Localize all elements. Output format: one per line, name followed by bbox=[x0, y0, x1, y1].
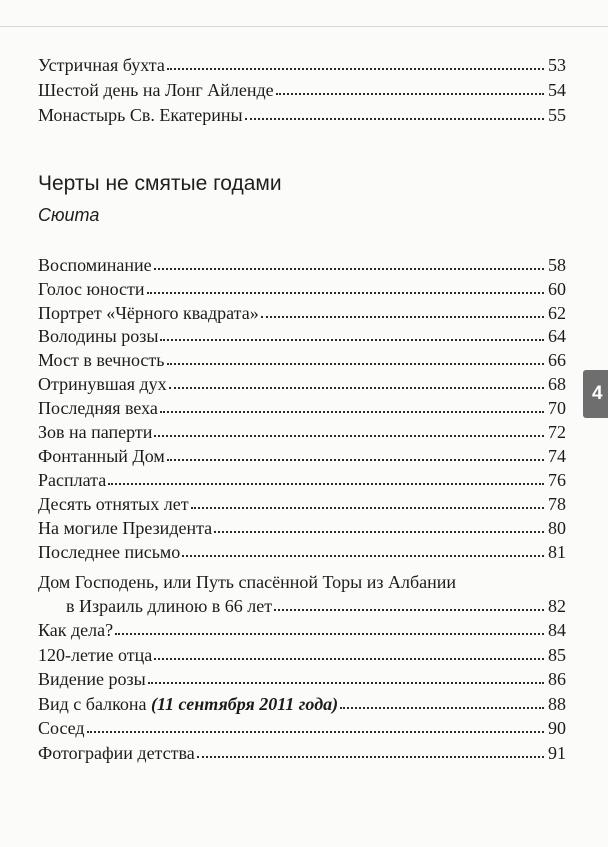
toc-entry[interactable] bbox=[38, 667, 566, 691]
toc-entry[interactable] bbox=[38, 716, 566, 740]
toc-entry-page: 62 bbox=[548, 303, 566, 323]
toc-entry-page: 81 bbox=[548, 542, 566, 562]
toc-entry-title: Фонтанный Дом bbox=[38, 446, 165, 466]
toc-entry-page: 80 bbox=[548, 518, 566, 538]
toc-entry-page: 88 bbox=[548, 694, 566, 714]
toc-entry-title: Видение розы bbox=[38, 669, 146, 689]
dot-leader bbox=[340, 705, 544, 709]
dot-leader bbox=[167, 457, 544, 461]
dot-leader bbox=[167, 361, 545, 365]
toc-entry-title: Последнее письмо bbox=[38, 542, 181, 562]
toc-entry-title: Расплата bbox=[38, 470, 107, 490]
toc-entry[interactable] bbox=[38, 53, 566, 77]
toc-entry[interactable] bbox=[38, 516, 566, 540]
toc-entry-page: 53 bbox=[548, 55, 566, 75]
toc-entry-title: Последняя веха bbox=[38, 398, 158, 418]
toc-entry-title: Дом Господень, или Путь спасённой Торы из Албании bbox=[38, 572, 457, 592]
toc-entry-page: 85 bbox=[548, 645, 566, 665]
dot-leader bbox=[274, 607, 544, 611]
toc-entry-title-line1[interactable] bbox=[38, 570, 566, 594]
toc-entry-title-date: (11 сентября 2011 года) bbox=[151, 694, 339, 714]
toc-entry[interactable] bbox=[38, 372, 566, 396]
toc-entry[interactable] bbox=[38, 103, 566, 127]
dot-leader bbox=[87, 729, 544, 733]
toc-entry-title-main: Вид с балкона bbox=[38, 694, 147, 714]
toc-entry-title: Фотографии детства bbox=[38, 743, 195, 763]
dot-leader bbox=[261, 314, 544, 318]
toc-entry[interactable] bbox=[66, 594, 566, 618]
toc-entry-title-continued: в Израиль длиною в 66 лет bbox=[66, 596, 273, 616]
toc-entry[interactable] bbox=[38, 253, 566, 277]
dot-leader bbox=[245, 116, 544, 120]
chapter-tab: 4 bbox=[583, 370, 608, 418]
toc-entry[interactable] bbox=[38, 396, 566, 420]
dot-leader bbox=[115, 631, 544, 635]
dot-leader bbox=[147, 290, 544, 294]
toc-entry-page: 68 bbox=[548, 374, 566, 394]
toc-entry-page: 66 bbox=[548, 350, 566, 370]
toc-entry[interactable] bbox=[38, 444, 566, 468]
toc-entry-page: 64 bbox=[548, 326, 566, 346]
toc-entry[interactable] bbox=[38, 78, 566, 102]
section-title: Черты не смятые годами bbox=[38, 172, 282, 195]
dot-leader bbox=[148, 680, 544, 684]
dot-leader bbox=[160, 409, 544, 413]
toc-entry[interactable] bbox=[38, 420, 566, 444]
toc-entry[interactable] bbox=[38, 741, 566, 765]
toc-entry[interactable] bbox=[38, 468, 566, 492]
toc-entry-page: 82 bbox=[548, 596, 566, 616]
toc-entry-title: Воспоминание bbox=[38, 255, 152, 275]
toc-entry-page: 76 bbox=[548, 470, 566, 490]
dot-leader bbox=[108, 481, 544, 485]
toc-entry-page: 60 bbox=[548, 279, 566, 299]
toc-entry-title: Мост в вечность bbox=[38, 350, 165, 370]
toc-entry-title: Десять отнятых лет bbox=[38, 494, 189, 514]
toc-entry[interactable] bbox=[38, 324, 566, 348]
toc-entry[interactable] bbox=[38, 301, 566, 325]
toc-entry[interactable] bbox=[38, 348, 566, 372]
dot-leader bbox=[182, 553, 544, 557]
toc-entry-page: 58 bbox=[548, 255, 566, 275]
toc-entry[interactable] bbox=[38, 692, 566, 716]
toc-entry[interactable] bbox=[38, 492, 566, 516]
dot-leader bbox=[154, 433, 544, 437]
toc-entry-title: Как дела? bbox=[38, 620, 114, 640]
dot-leader bbox=[276, 91, 544, 95]
toc-entry-page: 55 bbox=[548, 105, 566, 125]
toc-entry-title: Шестой день на Лонг Айленде bbox=[38, 80, 274, 100]
toc-entry-page: 91 bbox=[548, 743, 566, 763]
dot-leader bbox=[154, 656, 544, 660]
toc-entry-title: 120-летие отца bbox=[38, 645, 153, 665]
toc-entry[interactable] bbox=[38, 618, 566, 642]
toc-entry-page: 70 bbox=[548, 398, 566, 418]
toc-entry-title: Зов на паперти bbox=[38, 422, 153, 442]
dot-leader bbox=[169, 385, 544, 389]
toc-entry-page: 72 bbox=[548, 422, 566, 442]
toc-entry-title: Устричная бухта bbox=[38, 55, 165, 75]
toc-entry-page: 90 bbox=[548, 718, 566, 738]
section-subtitle: Сюита bbox=[38, 205, 100, 225]
toc-entry[interactable] bbox=[38, 643, 566, 667]
dot-leader bbox=[154, 266, 544, 270]
toc-entry-page: 84 bbox=[548, 620, 566, 640]
toc-entry-title: На могиле Президента bbox=[38, 518, 213, 538]
toc-entry-title bbox=[38, 692, 338, 716]
toc-entry-title: Портрет «Чёрного квадрата» bbox=[38, 303, 259, 323]
dot-leader bbox=[191, 505, 544, 509]
dot-leader bbox=[167, 66, 544, 70]
toc-entry-title: Сосед bbox=[38, 718, 85, 738]
toc-entry-title: Голос юности bbox=[38, 279, 145, 299]
toc-entry-page: 78 bbox=[548, 494, 566, 514]
toc-entry-title: Володины розы bbox=[38, 326, 159, 346]
dot-leader bbox=[214, 529, 544, 533]
toc-entry-page: 86 bbox=[548, 669, 566, 689]
toc-entry-title: Отринувшая дух bbox=[38, 374, 167, 394]
page-top-edge bbox=[0, 0, 608, 27]
dot-leader bbox=[160, 337, 544, 341]
toc-entry-page: 74 bbox=[548, 446, 566, 466]
dot-leader bbox=[197, 754, 544, 758]
toc-entry[interactable] bbox=[38, 540, 566, 564]
toc-entry[interactable] bbox=[38, 277, 566, 301]
toc-entry-title: Монастырь Св. Екатерины bbox=[38, 105, 243, 125]
toc-entry-page: 54 bbox=[548, 80, 566, 100]
